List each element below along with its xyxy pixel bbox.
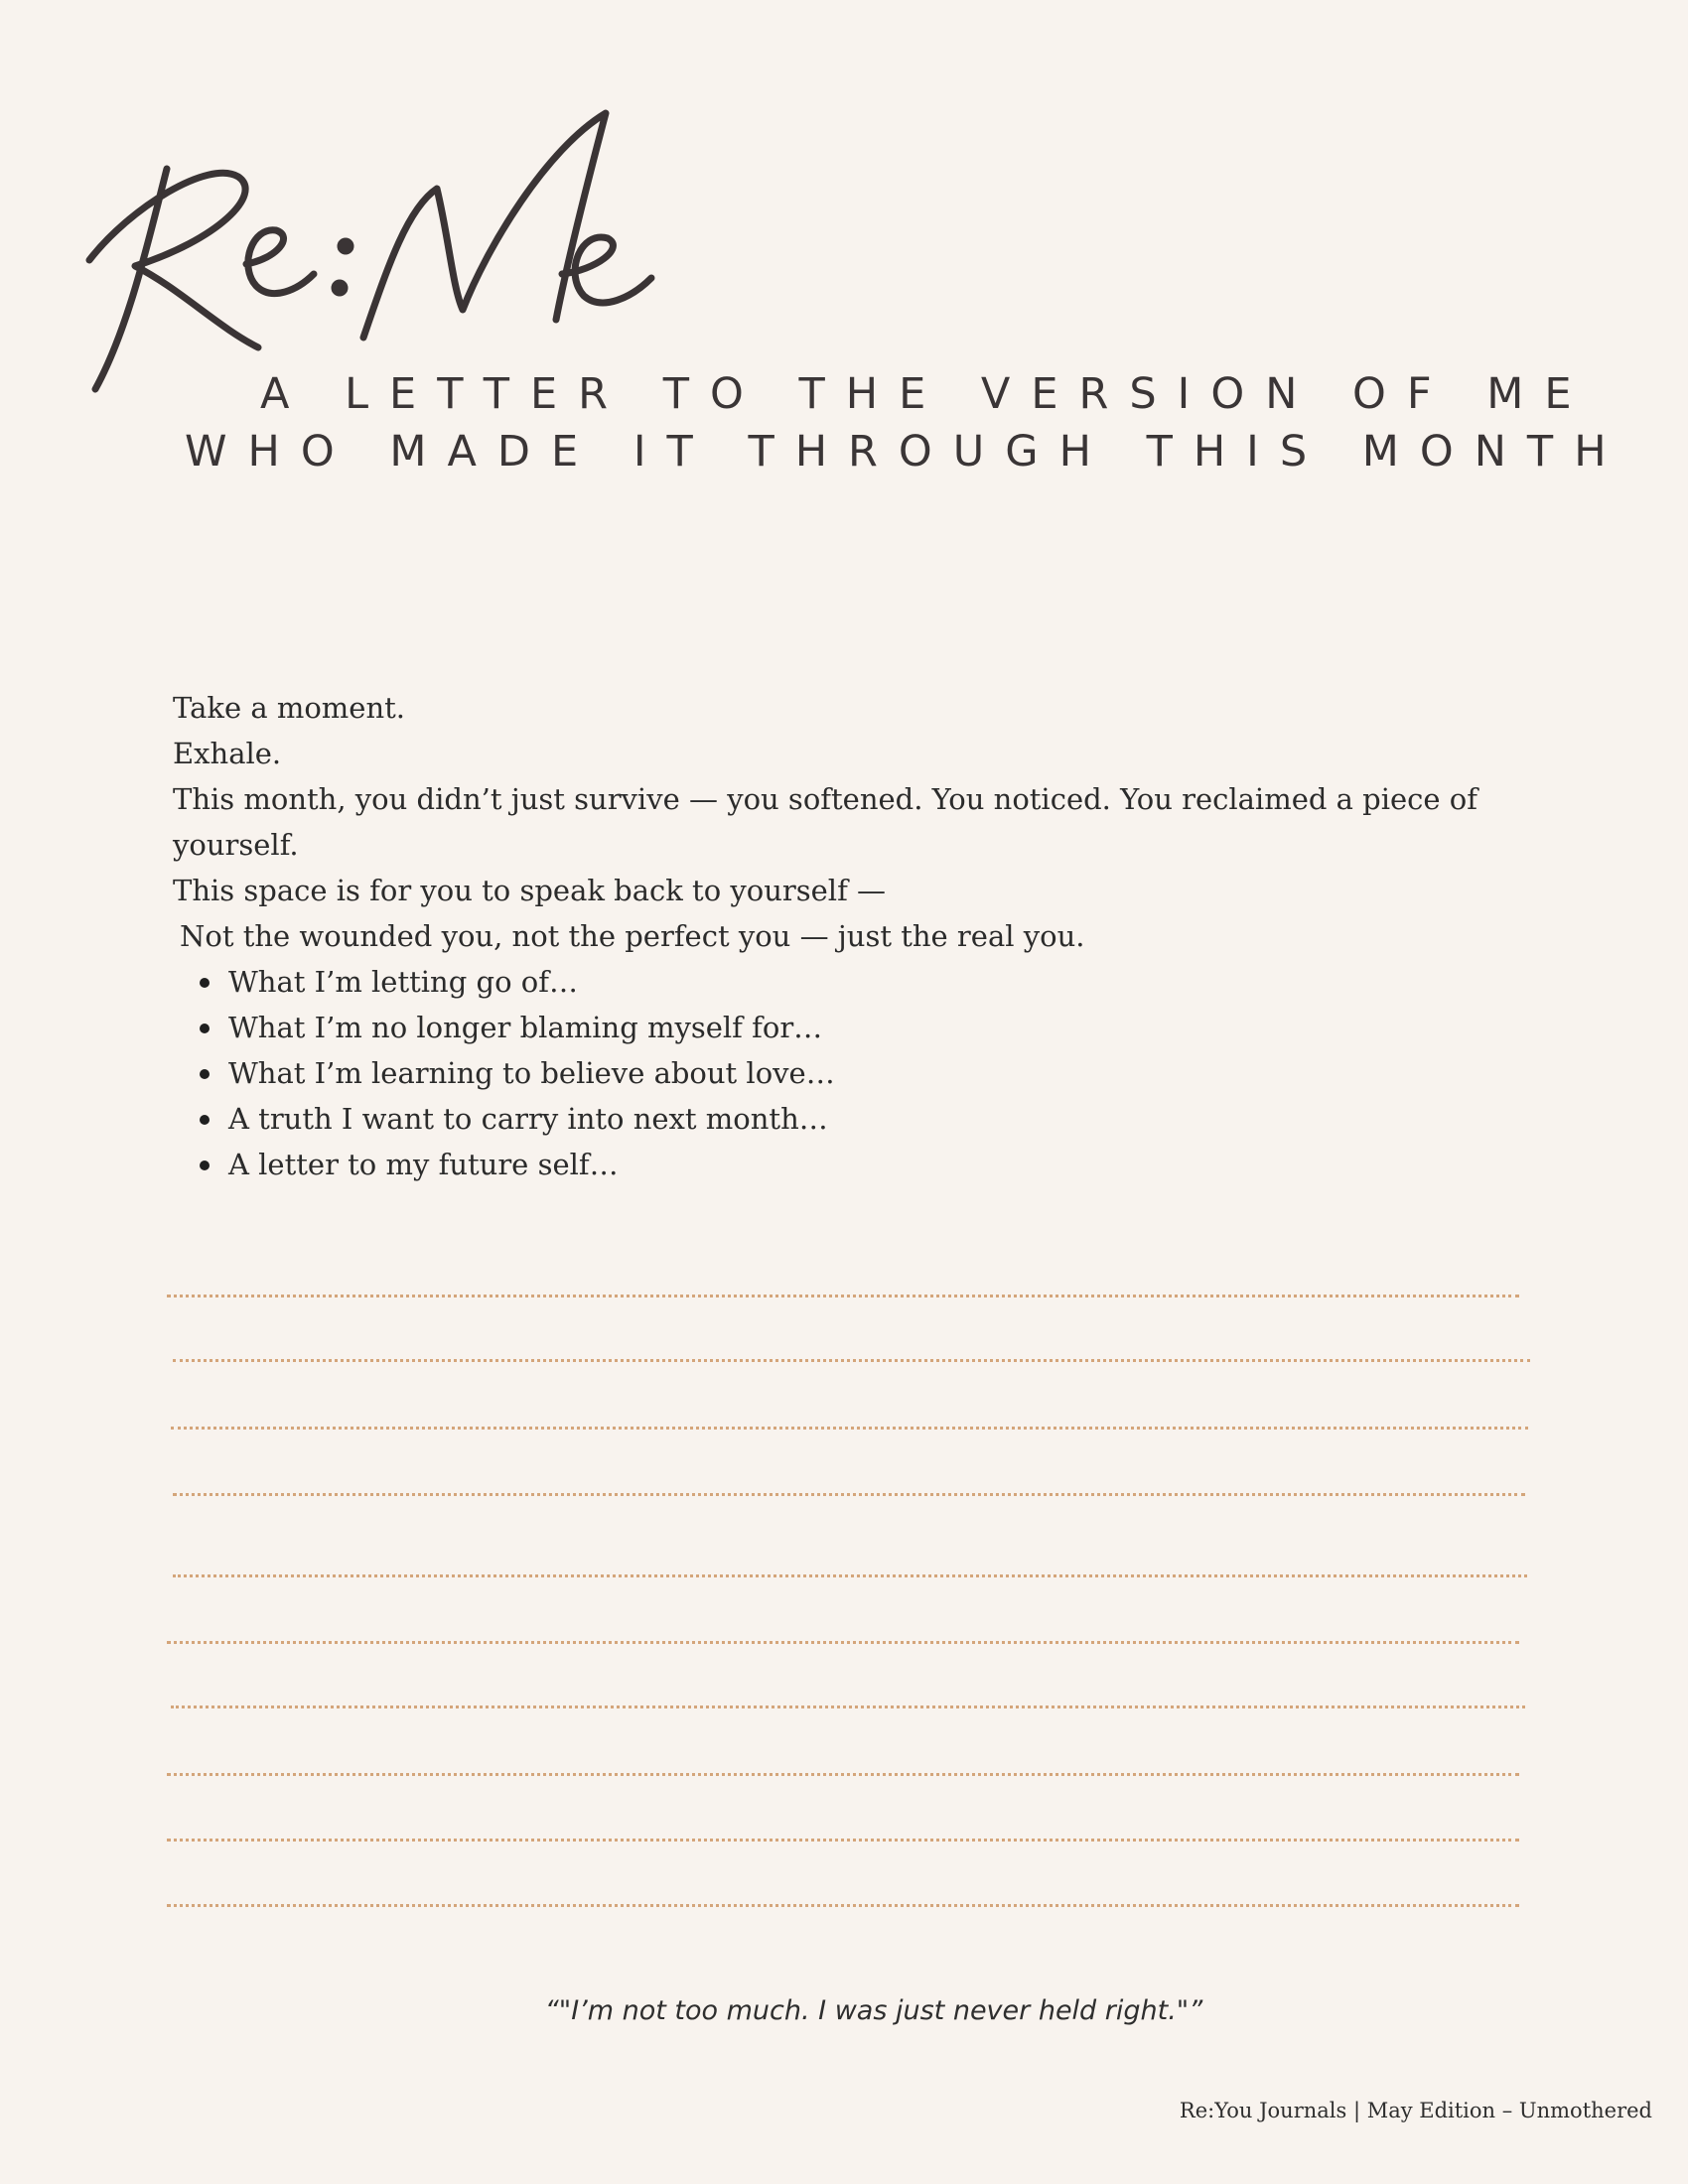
footer-credit: Re:You Journals | May Edition – Unmothered [1179,2099,1652,2122]
writing-line[interactable] [173,1574,1527,1577]
subtitle-line-1: A LETTER TO THE VERSION OF ME [260,369,1593,419]
writing-line[interactable] [173,1359,1530,1362]
subtitle-line-2: WHO MADE IT THROUGH THIS MONTH [185,427,1627,477]
intro-line: This space is for you to speak back to yourself — [173,874,887,907]
prompt-item: What I’m learning to believe about love… [228,1050,835,1096]
intro-line: Exhale. [173,737,282,770]
closing-quote: “"I’m not too much. I was just never held right."” [544,1995,1203,2026]
writing-line[interactable] [167,1839,1519,1842]
prompt-item: What I’m letting go of… [228,959,835,1005]
writing-line[interactable] [167,1773,1519,1776]
intro-line: This month, you didn’t just survive — you softened. You noticed. You reclaimed a piece of yourself. [173,782,1477,862]
prompt-item: What I’m no longer blaming myself for… [228,1005,835,1050]
writing-line[interactable] [167,1904,1519,1907]
writing-line[interactable] [171,1706,1525,1708]
prompt-item: A truth I want to carry into next month… [228,1096,835,1142]
writing-line[interactable] [173,1493,1525,1496]
prompt-item: A letter to my future self… [228,1142,835,1187]
writing-line[interactable] [167,1295,1519,1297]
writing-area[interactable] [167,0,1527,2184]
intro-line: Not the wounded you, not the perfect you — just the real you. [180,919,1085,953]
intro-line: Take a moment. [173,691,406,725]
writing-line[interactable] [171,1427,1528,1430]
writing-line[interactable] [167,1641,1519,1644]
